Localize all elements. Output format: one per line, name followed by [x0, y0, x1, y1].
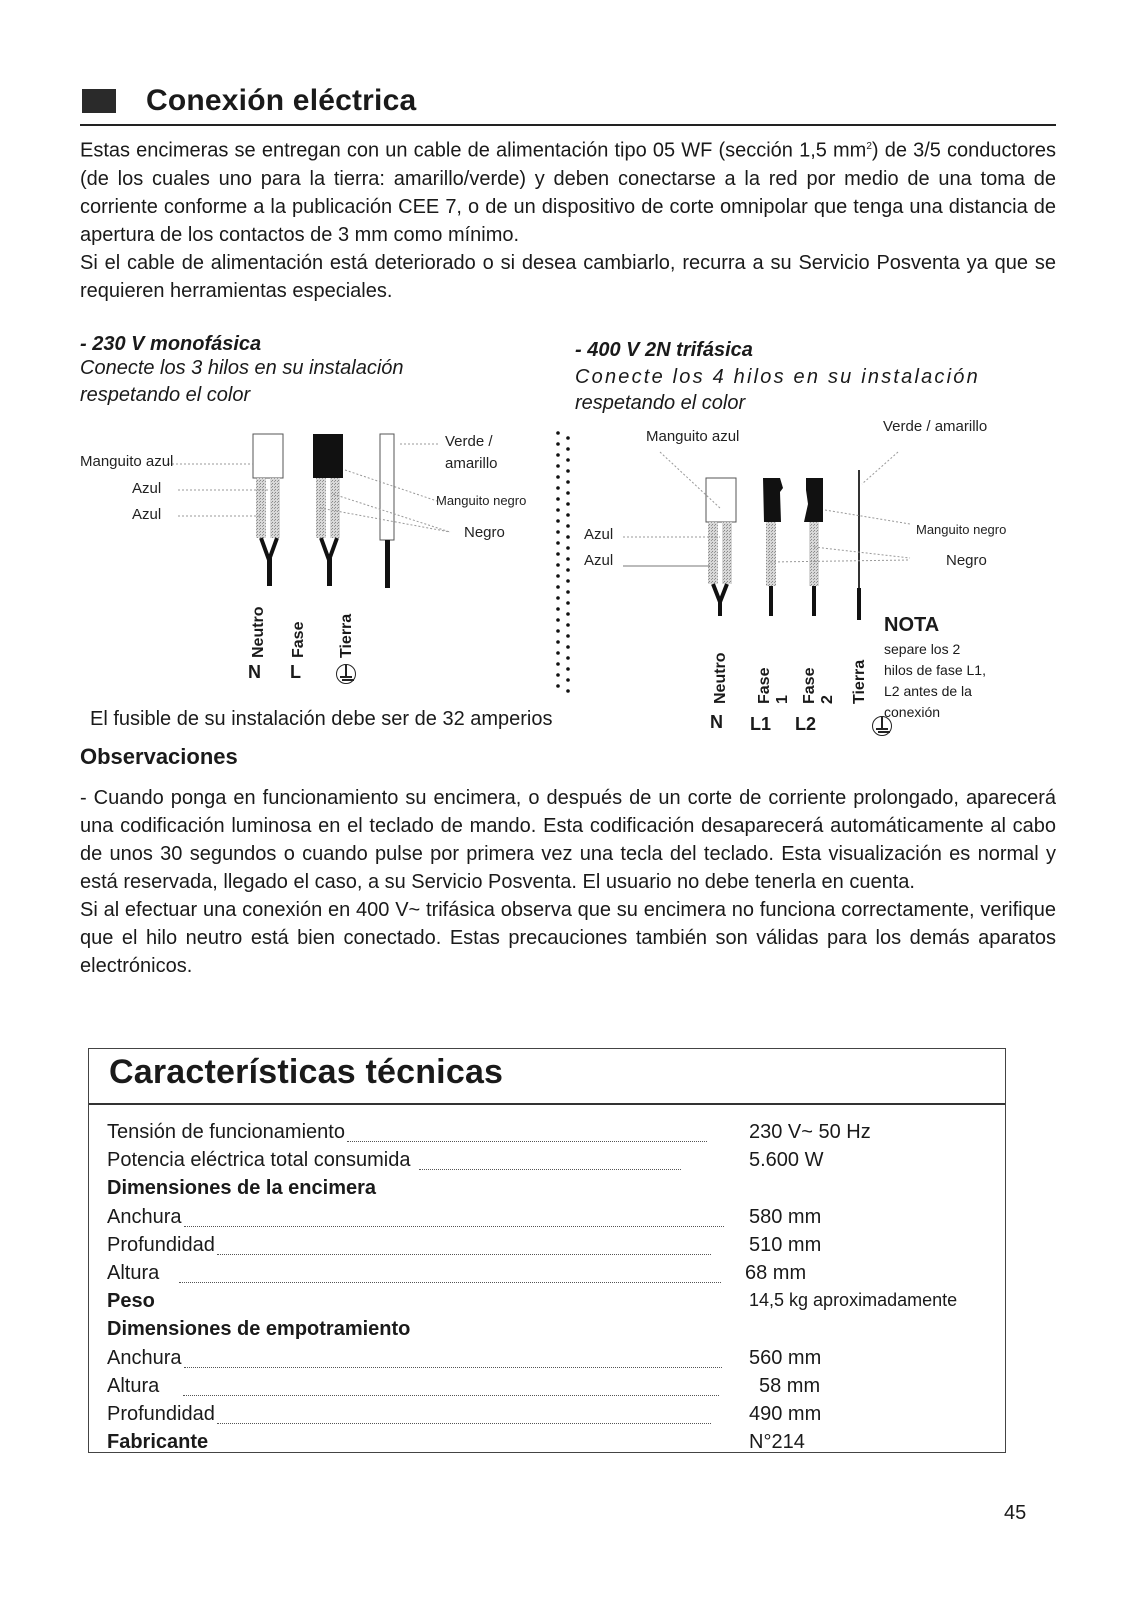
- nota-title: NOTA: [884, 614, 940, 636]
- terminal-neutro-label: Neutro: [250, 606, 267, 658]
- spec-value: 510 mm: [749, 1234, 822, 1256]
- intro-text-c: Si el cable de alimentación está deteriorado o si desea cambiarlo, recurra a su Servicio Posventa ya que se requieren herramientas especiales.: [80, 251, 1056, 302]
- tri-label-manguito-azul: Manguito azul: [646, 428, 740, 445]
- dot-leader: [347, 1141, 707, 1142]
- observaciones-title: Observaciones: [80, 744, 238, 769]
- dot-leader: [179, 1282, 721, 1283]
- spec-row: [107, 1375, 987, 1403]
- spec-heading: Dimensiones de empotramiento: [107, 1318, 411, 1340]
- spec-row: [107, 1121, 987, 1149]
- nota-line: hilos de fase L1,: [884, 662, 986, 678]
- intro-text-a: Estas encimeras se entregan con un cable de alimentación tipo 05 WF (sección 1,5 mm: [80, 139, 867, 162]
- label-amarillo: amarillo: [445, 455, 498, 472]
- spec-label: Profundidad: [107, 1403, 215, 1425]
- dot-leader: [217, 1254, 711, 1255]
- spec-label: Altura: [107, 1262, 160, 1284]
- spec-row: [107, 1149, 987, 1177]
- section-title: Conexión eléctrica: [146, 84, 417, 117]
- tri-terminal-fase2-label: Fase 2: [801, 667, 836, 704]
- spec-row: [107, 1206, 987, 1234]
- tri-terminal-tierra-label: Tierra: [851, 659, 868, 704]
- label-manguito-azul: Manguito azul: [80, 453, 174, 470]
- dot-leader: [419, 1169, 681, 1170]
- section-heading: [82, 84, 416, 118]
- observaciones-text: [80, 784, 1056, 980]
- dot-leader: [184, 1226, 724, 1227]
- nota-line: conexión: [884, 704, 941, 720]
- spec-row: [107, 1403, 987, 1431]
- nota-text: [884, 639, 986, 723]
- terminal-fase-label: Fase: [290, 621, 307, 658]
- nota-line: L2 antes de la: [884, 683, 972, 699]
- spec-heading: Dimensiones de la encimera: [107, 1177, 377, 1199]
- spec-row: [107, 1347, 987, 1375]
- tri-terminal-fase1-label: Fase 1: [756, 667, 791, 704]
- dot-leader: [184, 1367, 722, 1368]
- tri-terminal-neutro-label: Neutro: [712, 652, 729, 704]
- heading-square-icon: [82, 89, 116, 113]
- tri-title: - 400 V 2N trifásica: [575, 339, 753, 361]
- earth-ground-icon: [336, 664, 356, 684]
- spec-row: [107, 1234, 987, 1262]
- tri-label-verde-amarillo: Verde / amarillo: [883, 418, 988, 435]
- spec-row: [107, 1177, 987, 1205]
- superscript: 2: [866, 141, 872, 152]
- spec-value: N°214: [749, 1431, 805, 1453]
- spec-value: 490 mm: [749, 1403, 822, 1425]
- observaciones-p1: - Cuando ponga en funcionamiento su encimera, o después de un corte de corriente prolongado, aparecerá una codificación luminosa en el teclado de mando. Esta codificación desaparecerá automáticamente al cabo de unos 30 segundos o cuando pulse por primera vez una tecla del teclado. Esta visualización es normal y está reservada, llegado el caso, a su Servicio Posventa. El usuario no debe tenerla en cuenta.: [80, 787, 1056, 893]
- heading-rule: [80, 124, 1056, 126]
- mono-instr-1: Conecte los 3 hilos en su instalación: [80, 357, 404, 379]
- tri-terminal-n-symbol: N: [710, 712, 723, 732]
- mono-title: - 230 V monofásica: [80, 333, 262, 355]
- spec-label: Altura: [107, 1375, 160, 1397]
- spec-label: Tensión de funcionamiento: [107, 1121, 345, 1143]
- spec-row: [107, 1431, 987, 1459]
- label-manguito-negro: Manguito negro: [436, 493, 527, 508]
- spec-value: 580 mm: [749, 1206, 822, 1228]
- spec-value: 560 mm: [749, 1347, 822, 1369]
- spec-value: 230 V~ 50 Hz: [749, 1121, 871, 1143]
- tri-label-manguito-negro: Manguito negro: [916, 522, 1007, 537]
- spec-row: [107, 1290, 987, 1318]
- dot-leader: [217, 1423, 711, 1424]
- spec-label: Profundidad: [107, 1234, 215, 1256]
- nota-box: [884, 614, 986, 723]
- spec-label: Anchura: [107, 1347, 182, 1369]
- terminal-l-symbol: L: [290, 662, 301, 682]
- spec-label: Fabricante: [107, 1431, 209, 1453]
- specs-box: [88, 1048, 1006, 1453]
- tri-instr-2: respetando el color: [575, 392, 746, 414]
- spec-row: [107, 1262, 987, 1290]
- spec-label: Potencia eléctrica total consumida: [107, 1149, 411, 1171]
- tri-instr-1: Conecte los 4 hilos en su instalación: [575, 366, 980, 388]
- spec-row: [107, 1318, 987, 1346]
- page-number: 45: [1004, 1502, 1027, 1524]
- label-verde: Verde /: [445, 433, 493, 450]
- spec-value: 5.600 W: [749, 1149, 824, 1171]
- tri-terminal-l2-symbol: L2: [795, 714, 817, 734]
- tri-label-azul-1: Azul: [584, 526, 614, 543]
- spec-label: Anchura: [107, 1206, 182, 1228]
- tri-label-negro: Negro: [946, 552, 987, 569]
- terminal-n-symbol: N: [248, 662, 261, 682]
- tri-terminal-l1-symbol: L1: [750, 714, 772, 734]
- dotted-divider: [555, 430, 571, 702]
- dot-leader: [183, 1395, 719, 1396]
- label-azul-2: Azul: [132, 506, 162, 523]
- observaciones-p2: Si al efectuar una conexión en 400 V~ trifásica observa que su encimera no funciona correctamente, verifique que el hilo neutro está bien conectado. Estas precauciones también son válidas para los demás aparatos electrónicos.: [80, 899, 1056, 977]
- spec-value: 58 mm: [759, 1375, 821, 1397]
- spec-value: 14,5 kg aproximadamente: [749, 1290, 958, 1310]
- specs-title: Características técnicas: [109, 1053, 504, 1091]
- specs-rule: [89, 1103, 1005, 1105]
- fuse-note: El fusible de su instalación debe ser de 32 amperios: [90, 708, 553, 730]
- label-azul-1: Azul: [132, 480, 162, 497]
- spec-label: Peso: [107, 1290, 155, 1312]
- tri-label-azul-2: Azul: [584, 552, 614, 569]
- spec-value: 68 mm: [745, 1262, 807, 1284]
- terminal-tierra-label: Tierra: [338, 613, 355, 658]
- label-negro: Negro: [464, 524, 505, 541]
- intro-text-b: ) de 3/5 conductores (de los cuales uno para la tierra: amarillo/verde) y deben conectarse a la red por medio de una toma de corriente conforme a la publicación CEE 7, o de un dispositivo de corte omnipolar que tenga una distancia de apertura de los contactos de 3 mm como mínimo.: [80, 139, 1056, 246]
- intro-paragraph: [80, 133, 1056, 305]
- mono-instr-2: respetando el color: [80, 384, 251, 406]
- tri-wiring-diagram: [580, 440, 940, 620]
- nota-line: separe los 2: [884, 641, 961, 657]
